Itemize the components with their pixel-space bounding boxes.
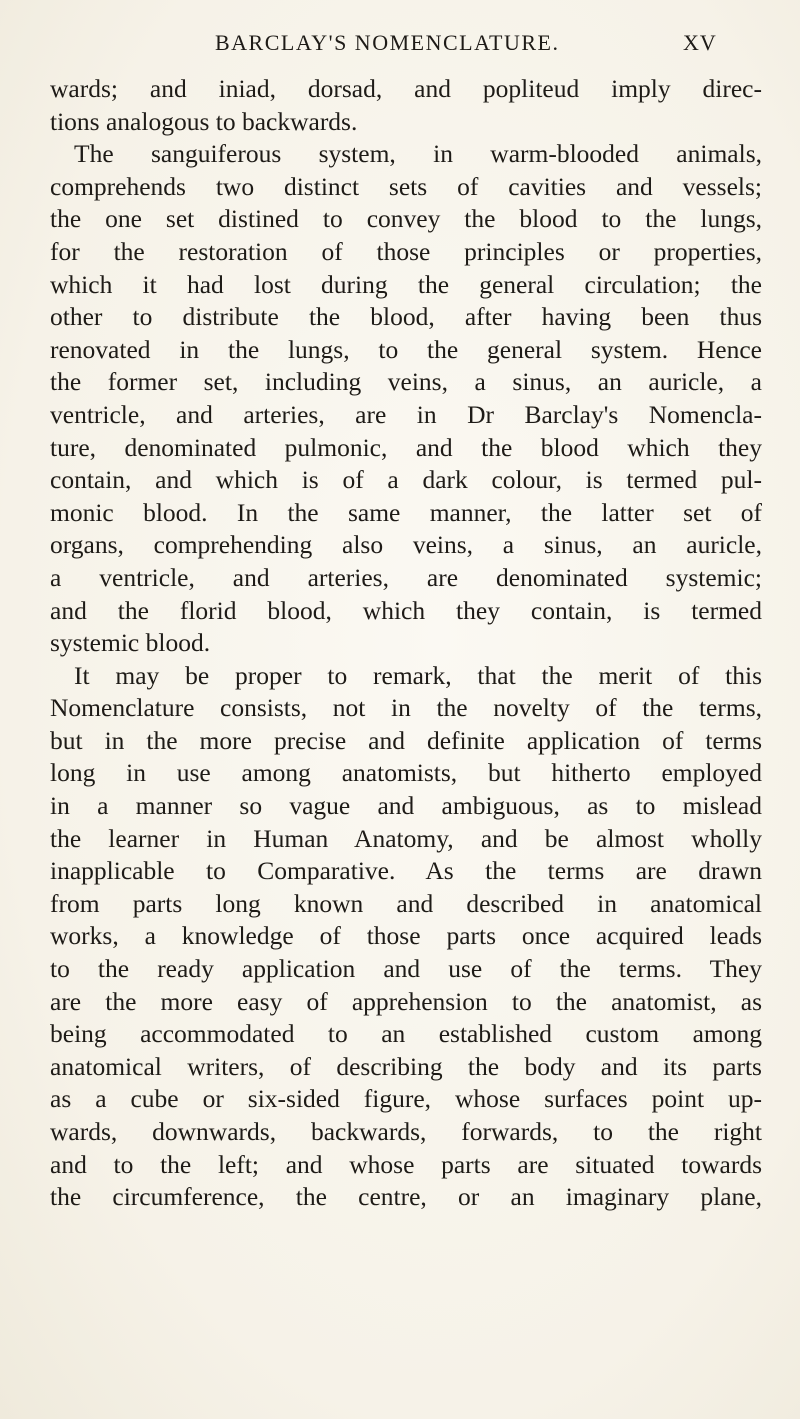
text-line: and the florid blood, which they contain, is termed bbox=[50, 595, 762, 625]
text-line: in a manner so vague and ambiguous, as to mislead bbox=[50, 791, 762, 821]
text-line: works, a knowledge of those parts once acquired leads bbox=[50, 921, 762, 951]
text-line: inapplicable to Comparative. As the terms are drawn bbox=[50, 856, 762, 886]
text-line: the one set distined to convey the blood to the lungs, bbox=[50, 204, 762, 234]
text-line: ventricle, and arteries, are in Dr Barclay's Nomencla- bbox=[50, 399, 762, 429]
text-line: being accommodated to an established custom among bbox=[50, 1019, 762, 1049]
text-line: wards; and iniad, dorsad, and popliteud imply direc- bbox=[50, 74, 762, 103]
text-line: contain, and which is of a dark colour, is termed pul- bbox=[50, 465, 762, 495]
running-head bbox=[0, 30, 800, 60]
text-line: a ventricle, and arteries, are denominated systemic; bbox=[50, 562, 762, 592]
text-line: from parts long known and described in anatomical bbox=[50, 888, 762, 918]
text-line: comprehends two distinct sets of cavities and vessels; bbox=[50, 171, 762, 201]
text-line: the circumference, the centre, or an imaginary plane, bbox=[50, 1182, 762, 1212]
text-line: long in use among anatomists, but hitherto employed bbox=[50, 758, 762, 788]
text-line: to the ready application and use of the terms. They bbox=[50, 954, 762, 984]
text-line: and to the left; and whose parts are situated towards bbox=[50, 1149, 762, 1179]
text-line: the learner in Human Anatomy, and be almost wholly bbox=[50, 823, 762, 853]
page-number: XV bbox=[683, 30, 717, 55]
text-line: monic blood. In the same manner, the latter set of bbox=[50, 497, 762, 527]
running-head-title: BARCLAY'S NOMENCLATURE. bbox=[215, 30, 560, 55]
text-line: the former set, including veins, a sinus, an auricle, a bbox=[50, 367, 762, 397]
text-line: systemic blood. bbox=[50, 628, 211, 658]
body-text bbox=[50, 73, 762, 1214]
text-line: as a cube or six-sided figure, whose surfaces point up- bbox=[50, 1084, 762, 1114]
text-line: wards, downwards, backwards, forwards, to the right bbox=[50, 1117, 762, 1146]
text-line: tions analogous to backwards. bbox=[50, 106, 358, 136]
text-line: Nomenclature consists, not in the novelty of the terms, bbox=[50, 693, 762, 723]
text-line: renovated in the lungs, to the general system. Hence bbox=[50, 334, 762, 364]
text-line: anatomical writers, of describing the body and its parts bbox=[50, 1051, 762, 1081]
text-line: other to distribute the blood, after having been thus bbox=[50, 302, 762, 332]
text-line: are the more easy of apprehension to the anatomist, as bbox=[50, 986, 762, 1016]
text-line: organs, comprehending also veins, a sinus, an auricle, bbox=[50, 530, 762, 560]
text-line: which it had lost during the general circulation; the bbox=[50, 269, 762, 299]
text-line: but in the more precise and definite application of terms bbox=[50, 725, 762, 755]
text-line: The sanguiferous system, in warm-blooded animals, bbox=[74, 139, 762, 169]
text-line: It may be proper to remark, that the merit of this bbox=[74, 660, 762, 690]
text-line: for the restoration of those principles or properties, bbox=[50, 236, 762, 266]
text-line: ture, denominated pulmonic, and the blood which they bbox=[50, 432, 762, 462]
